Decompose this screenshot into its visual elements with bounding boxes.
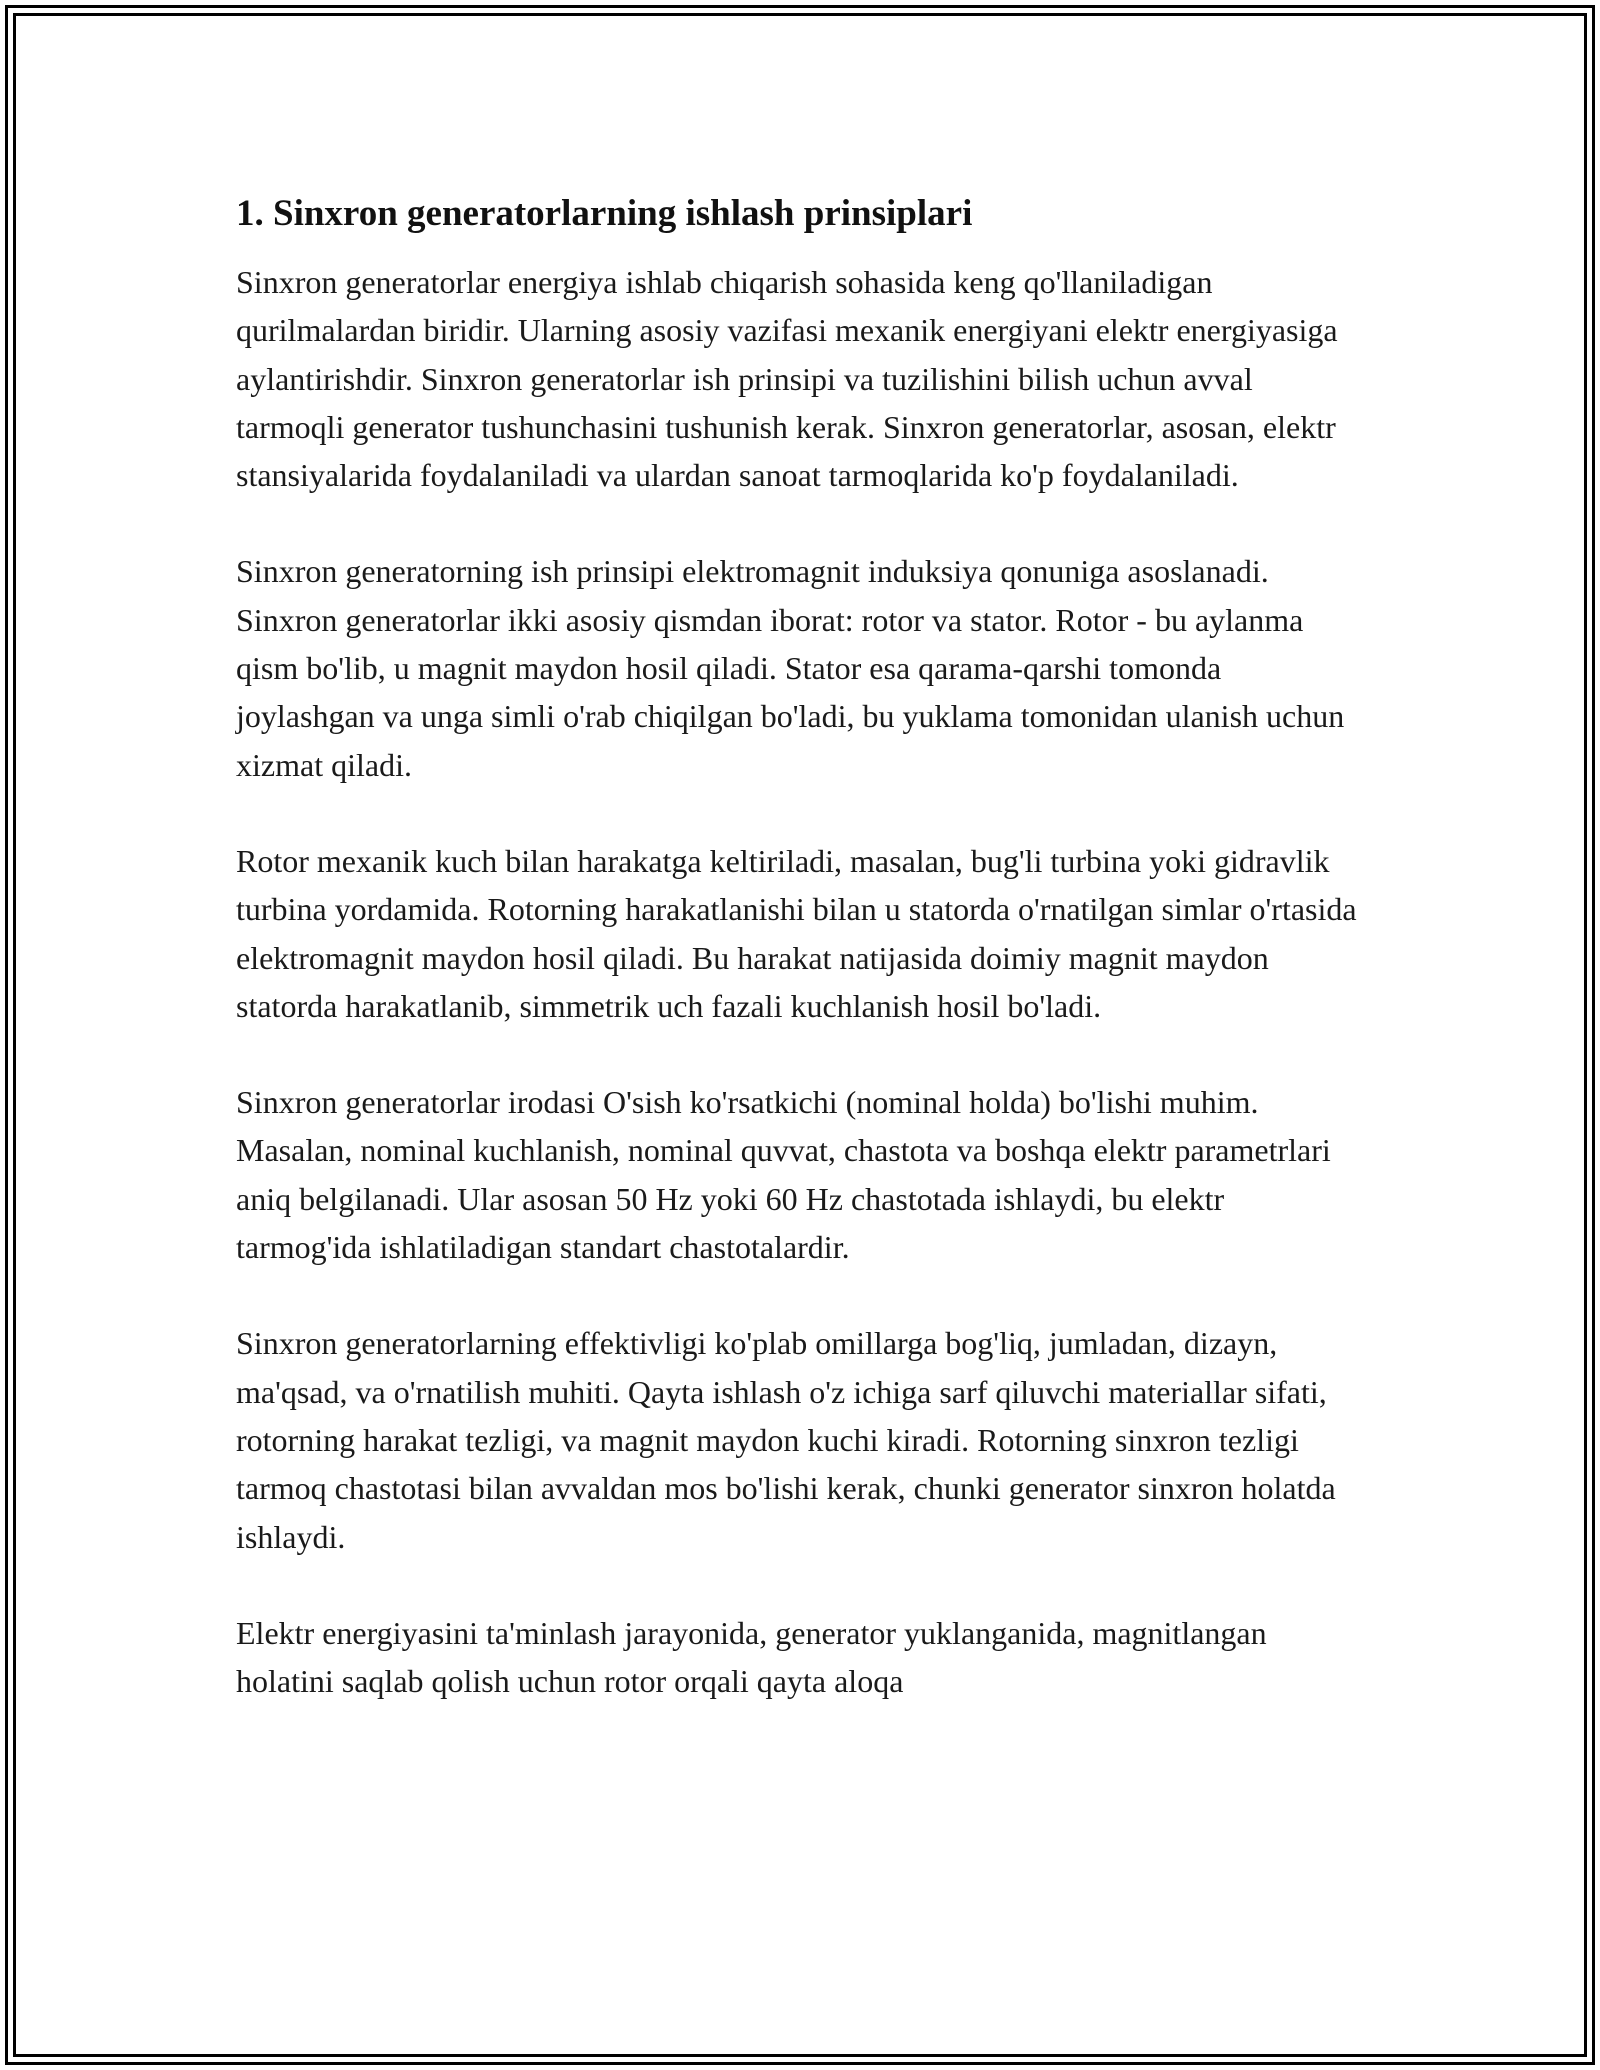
paragraph-5: Sinxron generatorlarning effektivligi ko'plab omillarga bog'liq, jumladan, dizayn, ma'qsad, va o'rnatilish muhiti. Qayta ishlash o'z ichiga sarf qiluvchi materiallar sifati, rotorning harakat tezligi, va magnit maydon kuchi kiradi. Rotorning sinxron tezligi tarmoq chastotasi bilan avvaldan mos bo'lishi kerak, chunki generator sinxron holatda ishlaydi.	[236, 1325, 1336, 1555]
paragraph-3: Rotor mexanik kuch bilan harakatga keltiriladi, masalan, bug'li turbina yoki gidravlik turbina yordamida. Rotorning harakatlanishi bilan u statorda o'rnatilgan simlar o'rtasida elektromagnit maydon hosil qiladi. Bu harakat natijasida doimiy magnit maydon statorda harakatlanib, simmetrik uch fazali kuchlanish hosil bo'ladi.	[236, 842, 1357, 1024]
paragraph-4: Sinxron generatorlar irodasi O'sish ko'rsatkichi (nominal holda) bo'lishi muhim. Masalan, nominal kuchlanish, nominal quvvat, chastota va boshqa elektr parametrlari aniq belgilanadi. Ular asosan 50 Hz yoki 60 Hz chastotada ishlaydi, bu elektr tarmog'ida ishlatiladigan standart chastotalardir.	[236, 1084, 1331, 1266]
paragraph-1: Sinxron generatorlar energiya ishlab chiqarish sohasida keng qo'llaniladigan qurilmalardan biridir. Ularning asosiy vazifasi mexanik energiyani elektr energiyasiga aylantirishdir. Sinxron generatorlar ish prinsipi va tuzilishini bilish uchun avval tarmoqli generator tushunchasini tushunish kerak. Sinxron generatorlar, asosan, elektr stansiyalarida foydalaniladi va ulardan sanoat tarmoqlarida ko'p foydalaniladi.	[236, 264, 1338, 494]
paragraph-6: Elektr energiyasini ta'minlash jarayonida, generator yuklanganida, magnitlangan holatini saqlab qolish uchun rotor orqali qayta aloqa	[236, 1614, 1267, 1700]
paragraph-2: Sinxron generatorning ish prinsipi elektromagnit induksiya qonuniga asoslanadi. Sinxron generatorlar ikki asosiy qismdan iborat: rotor va stator. Rotor - bu aylanma qism bo'lib, u magnit maydon hosil qiladi. Stator esa qarama-qarshi tomonda joylashgan va unga simli o'rab chiqilgan bo'ladi, bu yuklama tomonidan ulanish uchun xizmat qiladi.	[236, 553, 1345, 783]
document-body	[236, 188, 1366, 1753]
section-heading: 1. Sinxron generatorlarning ishlash prinsiplari	[236, 193, 973, 234]
